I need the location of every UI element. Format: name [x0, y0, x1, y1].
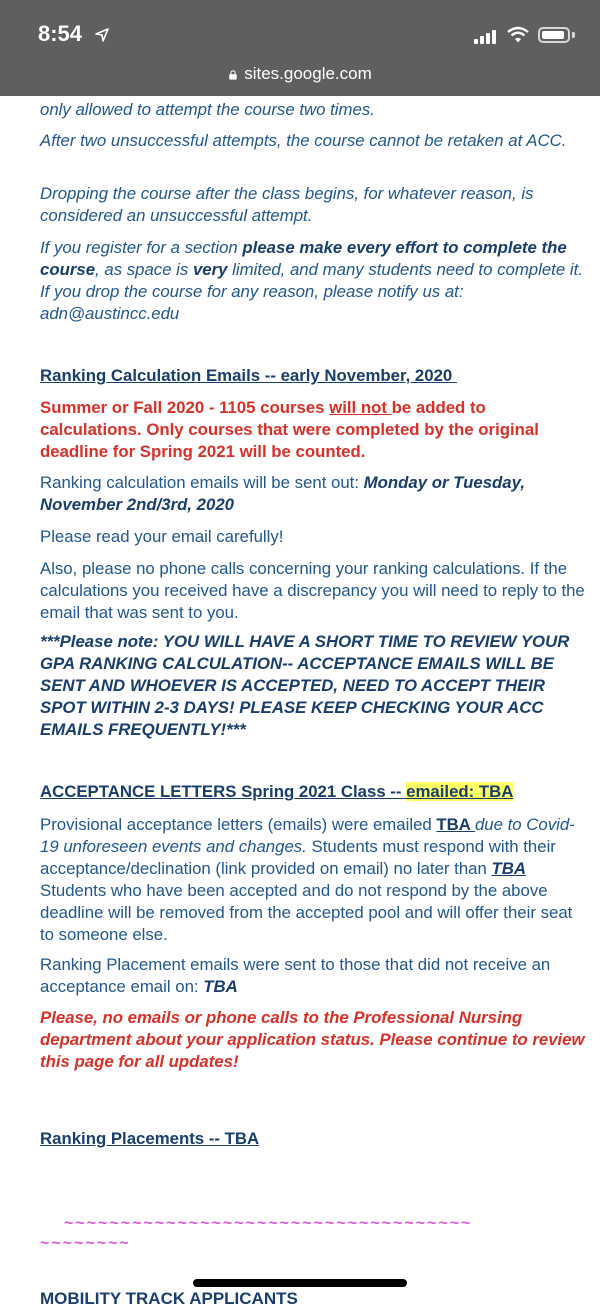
status-bar	[0, 0, 600, 60]
location-arrow-icon	[95, 28, 109, 42]
ranking-calc-warning: Summer or Fall 2020 - 1105 courses will not be added to calculations. Only courses that were completed by the original deadline for Spring 2021 will be counted.	[40, 398, 539, 461]
divider-line: ~~~~~~~~~~~~~~~~~~~~~~~~~~~~~~~~~~~~	[64, 1215, 473, 1232]
intro-register-text: If you register for a section please make every effort to complete the course, as space is very limited, and many students need to complete it. If you drop the course for any reason, please notify us at: adn@austincc.edu	[40, 238, 583, 323]
no-calls-warning: Please, no emails or phone calls to the Professional Nursing department about your application status. Please continue to review this page for all updates!	[40, 1008, 585, 1071]
ranking-calc-phone-text: Also, please no phone calls concerning your ranking calculations. If the calculations you received have a discrepancy you will need to reply to the email that was sent to you.	[40, 559, 585, 622]
ranking-calc-sent-text: Ranking calculation emails will be sent out: Monday or Tuesday, November 2nd/3rd, 2020	[40, 473, 525, 514]
ranking-calc-heading[interactable]: Ranking Calculation Emails -- early November, 2020	[40, 366, 457, 385]
lock-icon	[228, 70, 238, 80]
ranking-calc-read-text: Please read your email carefully!	[40, 527, 284, 546]
url-bar[interactable]	[0, 60, 600, 96]
url-text[interactable]: sites.google.com	[244, 64, 372, 83]
battery-icon	[538, 27, 570, 43]
intro-retake-text: After two unsuccessful attempts, the course cannot be retaken at ACC.	[40, 131, 567, 150]
cellular-signal-icon	[474, 30, 500, 44]
home-indicator[interactable]	[193, 1279, 407, 1287]
intro-dropping-text: Dropping the course after the class begins, for whatever reason, is considered an unsuccessful attempt.	[40, 184, 534, 225]
wifi-icon	[507, 26, 529, 44]
intro-attempts-text: only allowed to attempt the course two times.	[40, 100, 375, 119]
ranking-placements-heading[interactable]: Ranking Placements -- TBA	[40, 1129, 260, 1148]
placement-email-text: Ranking Placement emails were sent to those that did not receive an acceptance email on: TBA	[40, 955, 551, 996]
divider-line: ~~~~~~~~	[40, 1235, 131, 1252]
ranking-calc-note: ***Please note: YOU WILL HAVE A SHORT TIME TO REVIEW YOUR GPA RANKING CALCULATION-- ACCEPTANCE EMAILS WILL BE SENT AND WHOEVER IS ACCEPTED, NEED TO ACCEPT THEIR SPOT WITHIN 2-3 DAYS! PLEASE KEEP CHECKING YOUR ACC EMAILS FREQUENTLY!***	[40, 632, 570, 739]
status-time: 8:54	[38, 21, 83, 46]
mobility-track-heading: MOBILITY TRACK APPLICANTS	[40, 1289, 298, 1308]
acceptance-text: Provisional acceptance letters (emails) were emailed TBA due to Covid-19 unforeseen events and changes. Students must respond with their acceptance/declination (link provided on email) no later than TBA Students who have been accepted and do not respond by the above deadline will be removed from the accepted pool and will offer their seat to someone else.	[40, 815, 575, 944]
acceptance-heading[interactable]: ACCEPTANCE LETTERS Spring 2021 Class -- emailed: TBA	[40, 782, 514, 801]
